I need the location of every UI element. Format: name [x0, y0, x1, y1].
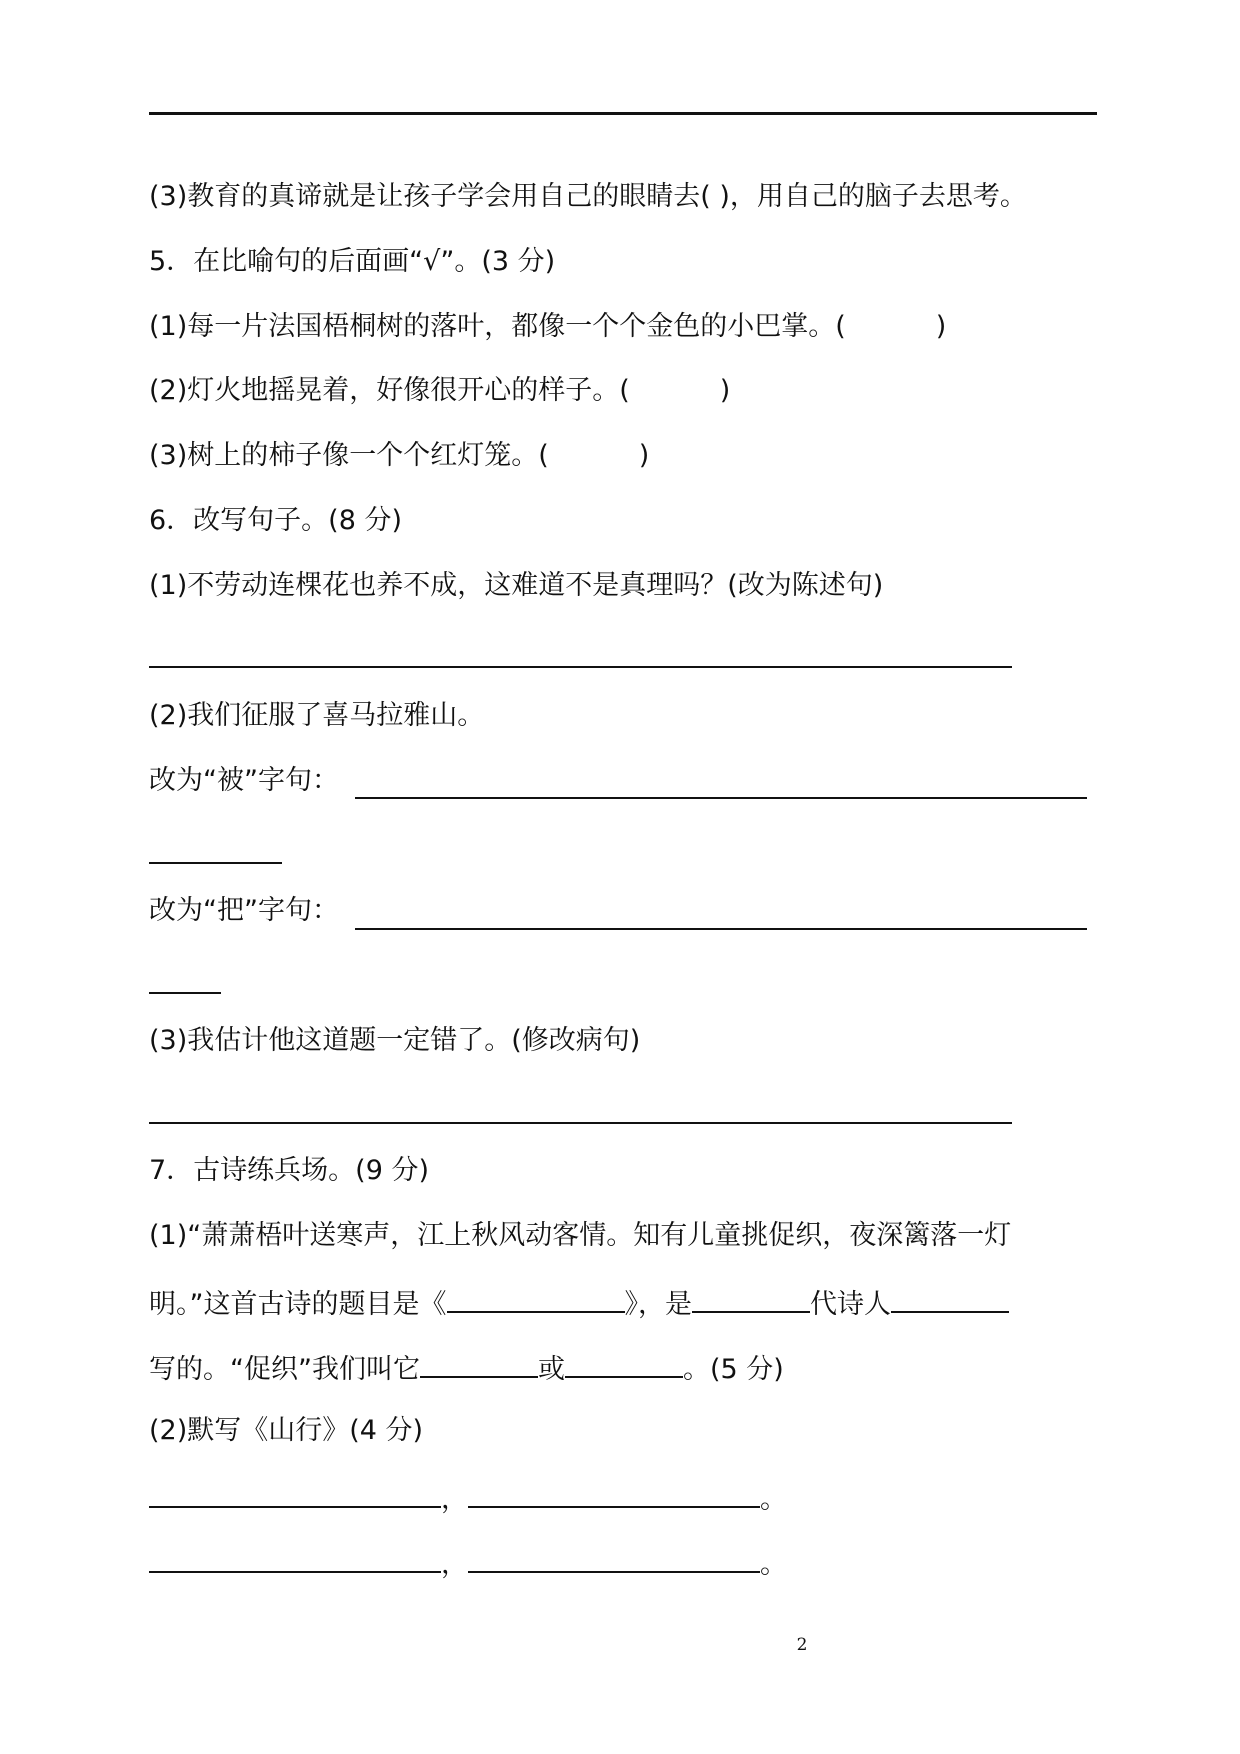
q7-item-1-line-1: (1)“萧萧梧叶送寒声，江上秋风动客情。知有儿童挑促织，夜深篱落一灯: [149, 1220, 1012, 1251]
q5-item-1-text: (1)每一片法国梧桐树的落叶，都像一个个金色的小巴掌。(: [149, 311, 846, 342]
answer-line-top[interactable]: [149, 112, 1097, 115]
q6-ba-answer-line[interactable]: [355, 928, 1087, 930]
poet-blank[interactable]: [891, 1281, 1009, 1313]
q5-item-3: [149, 436, 649, 476]
q5-item-2-text: (2)灯火地摇晃着，好像很开心的样子。(: [149, 375, 630, 406]
q7-item-1-line-2: [149, 1281, 1009, 1321]
q6-item-2: (2)我们征服了喜马拉雅山。: [149, 700, 485, 731]
q5-item-2: [149, 371, 730, 411]
poem-comma-1: ，: [441, 1484, 468, 1515]
q6-ba-answer-line-cont[interactable]: [149, 992, 221, 994]
q6-bei-label: 改为“被”字句：: [149, 765, 339, 796]
q5-title: 5．在比喻句的后面画“√”。(3 分): [149, 246, 556, 277]
q7-item-2: (2)默写《山行》(4 分): [149, 1415, 424, 1446]
q4-item-3: (3)教育的真谛就是让孩子学会用自己的眼睛去( )，用自己的脑子去思考。: [149, 181, 1027, 212]
cuzhi-name-blank-2[interactable]: [565, 1346, 683, 1378]
q5-item-2-close: ): [719, 375, 731, 406]
poem-period-2: 。: [760, 1549, 787, 1580]
q6-ba-label: 改为“把”字句：: [149, 895, 339, 926]
q6-item-1: (1)不劳动连棵花也养不成，这难道不是真理吗？(改为陈述句): [149, 570, 884, 601]
poem-blank-4[interactable]: [468, 1541, 760, 1573]
q5-item-1-close: ): [935, 311, 947, 342]
q6-bei-answer-line[interactable]: [355, 797, 1087, 799]
poem-blank-3[interactable]: [149, 1541, 441, 1573]
q5-item-3-close: ): [638, 440, 650, 471]
q7-line2-text-a: 明。”这首古诗的题目是《: [149, 1289, 447, 1320]
q6-item-1-answer-line[interactable]: [149, 666, 1012, 668]
q7-line3-text-c: 。(5 分): [682, 1354, 784, 1385]
poem-line-2: [149, 1541, 787, 1581]
q7-item-1-line-3: [149, 1346, 784, 1386]
q5-item-1: [149, 307, 946, 347]
q5-item-3-text: (3)树上的柿子像一个个红灯笼。(: [149, 440, 549, 471]
q7-line3-text-a: 写的。“促织”我们叫它: [149, 1354, 420, 1385]
q7-title: 7．古诗练兵场。(9 分): [149, 1155, 430, 1186]
poem-line-1: [149, 1476, 787, 1516]
q6-title: 6．改写句子。(8 分): [149, 505, 403, 536]
q7-line2-text-b: 》，是: [624, 1289, 692, 1320]
poem-blank-2[interactable]: [468, 1476, 760, 1508]
q6-item-3: (3)我估计他这道题一定错了。(修改病句): [149, 1025, 641, 1056]
q7-line2-text-c: 代诗人: [810, 1289, 891, 1320]
poem-comma-2: ，: [441, 1549, 468, 1580]
q7-line3-text-b: 或: [537, 1354, 565, 1385]
q6-bei-answer-line-cont[interactable]: [149, 862, 282, 864]
cuzhi-name-blank-1[interactable]: [420, 1346, 538, 1378]
poem-period-1: 。: [760, 1484, 787, 1515]
poem-title-blank[interactable]: [447, 1281, 625, 1313]
dynasty-blank[interactable]: [692, 1281, 810, 1313]
q6-item-3-answer-line[interactable]: [149, 1122, 1012, 1124]
poem-blank-1[interactable]: [149, 1476, 441, 1508]
page-number: 2: [796, 1635, 808, 1655]
